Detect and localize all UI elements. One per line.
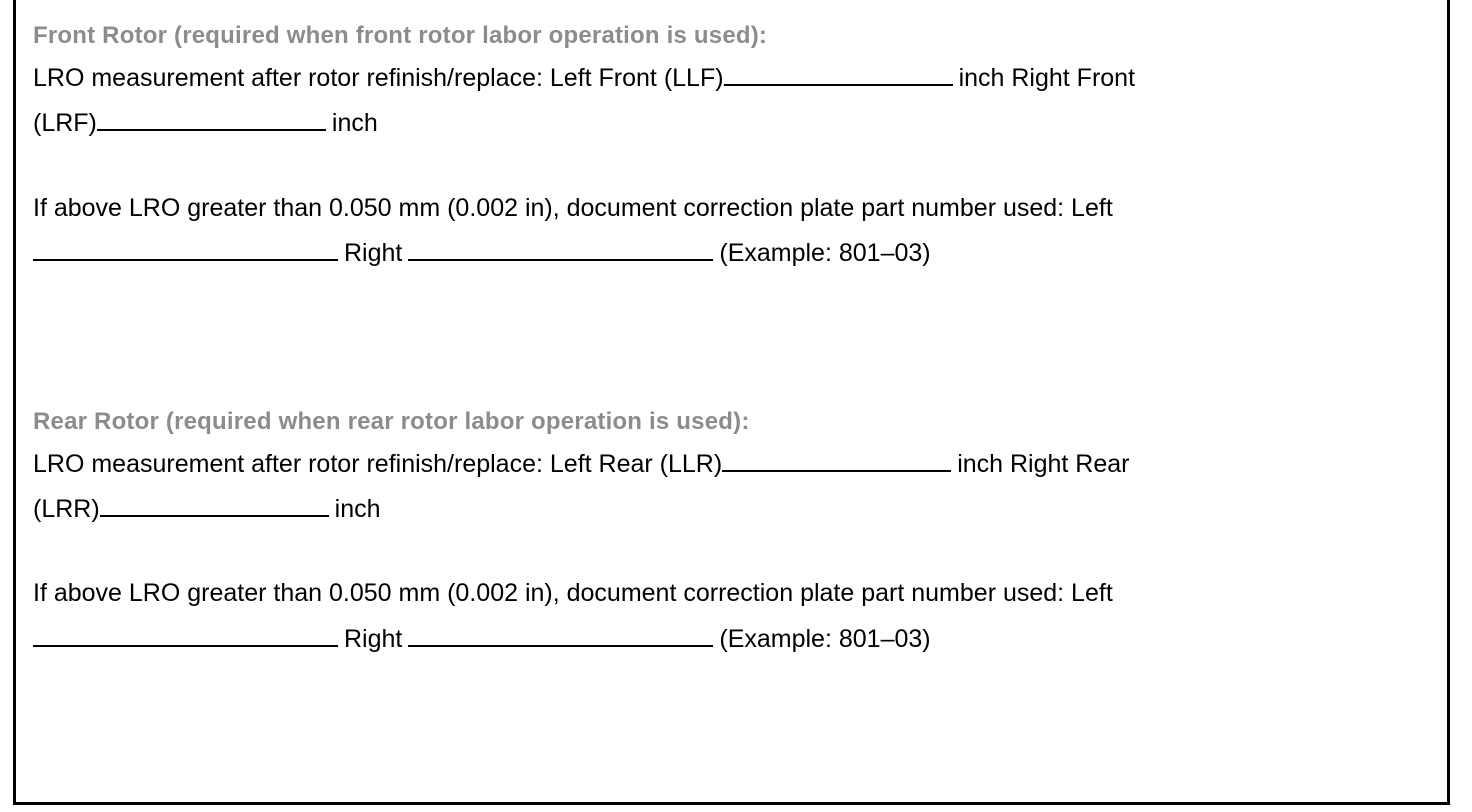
front-right-plate-blank[interactable] bbox=[408, 237, 713, 261]
rear-plate-instruction: If above LRO greater than 0.050 mm (0.002 in), document correction plate part number used: Left bbox=[33, 579, 1113, 607]
lrf-unit: inch bbox=[331, 109, 378, 137]
front-example: (Example: 801–03) bbox=[719, 239, 931, 267]
rear-measurement-line bbox=[33, 448, 1130, 479]
lrf-label: (LRF) bbox=[33, 109, 97, 137]
rear-rotor-heading: Rear Rotor (required when rear rotor labor operation is used): bbox=[33, 408, 750, 435]
front-plate-instruction: If above LRO greater than 0.050 mm (0.002 in), document correction plate part number used: Left bbox=[33, 194, 1113, 222]
rear-measurement-line-2 bbox=[33, 493, 381, 524]
lrr-unit: inch bbox=[334, 495, 381, 523]
front-measurement-prefix: LRO measurement after rotor refinish/replace: Left Front (LLF) bbox=[33, 64, 724, 92]
rear-example: (Example: 801–03) bbox=[719, 625, 931, 653]
front-right-label: Right bbox=[344, 239, 403, 267]
lrr-input-blank[interactable] bbox=[100, 493, 329, 517]
front-plate-line bbox=[33, 237, 931, 268]
front-measurement-mid: inch Right Front bbox=[958, 64, 1136, 92]
lrr-label: (LRR) bbox=[33, 495, 100, 523]
front-measurement-line-2 bbox=[33, 107, 378, 138]
front-left-plate-blank[interactable] bbox=[33, 237, 338, 261]
rear-right-label: Right bbox=[344, 625, 403, 653]
rear-plate-line bbox=[33, 623, 931, 654]
front-measurement-line bbox=[33, 62, 1135, 93]
lrf-input-blank[interactable] bbox=[97, 107, 326, 131]
llr-input-blank[interactable] bbox=[722, 448, 951, 472]
rear-measurement-mid: inch Right Rear bbox=[957, 450, 1130, 478]
llf-input-blank[interactable] bbox=[724, 62, 953, 86]
rear-right-plate-blank[interactable] bbox=[408, 623, 713, 647]
rear-measurement-prefix: LRO measurement after rotor refinish/replace: Left Rear (LLR) bbox=[33, 450, 723, 478]
rear-left-plate-blank[interactable] bbox=[33, 623, 338, 647]
front-rotor-heading: Front Rotor (required when front rotor labor operation is used): bbox=[33, 22, 768, 49]
